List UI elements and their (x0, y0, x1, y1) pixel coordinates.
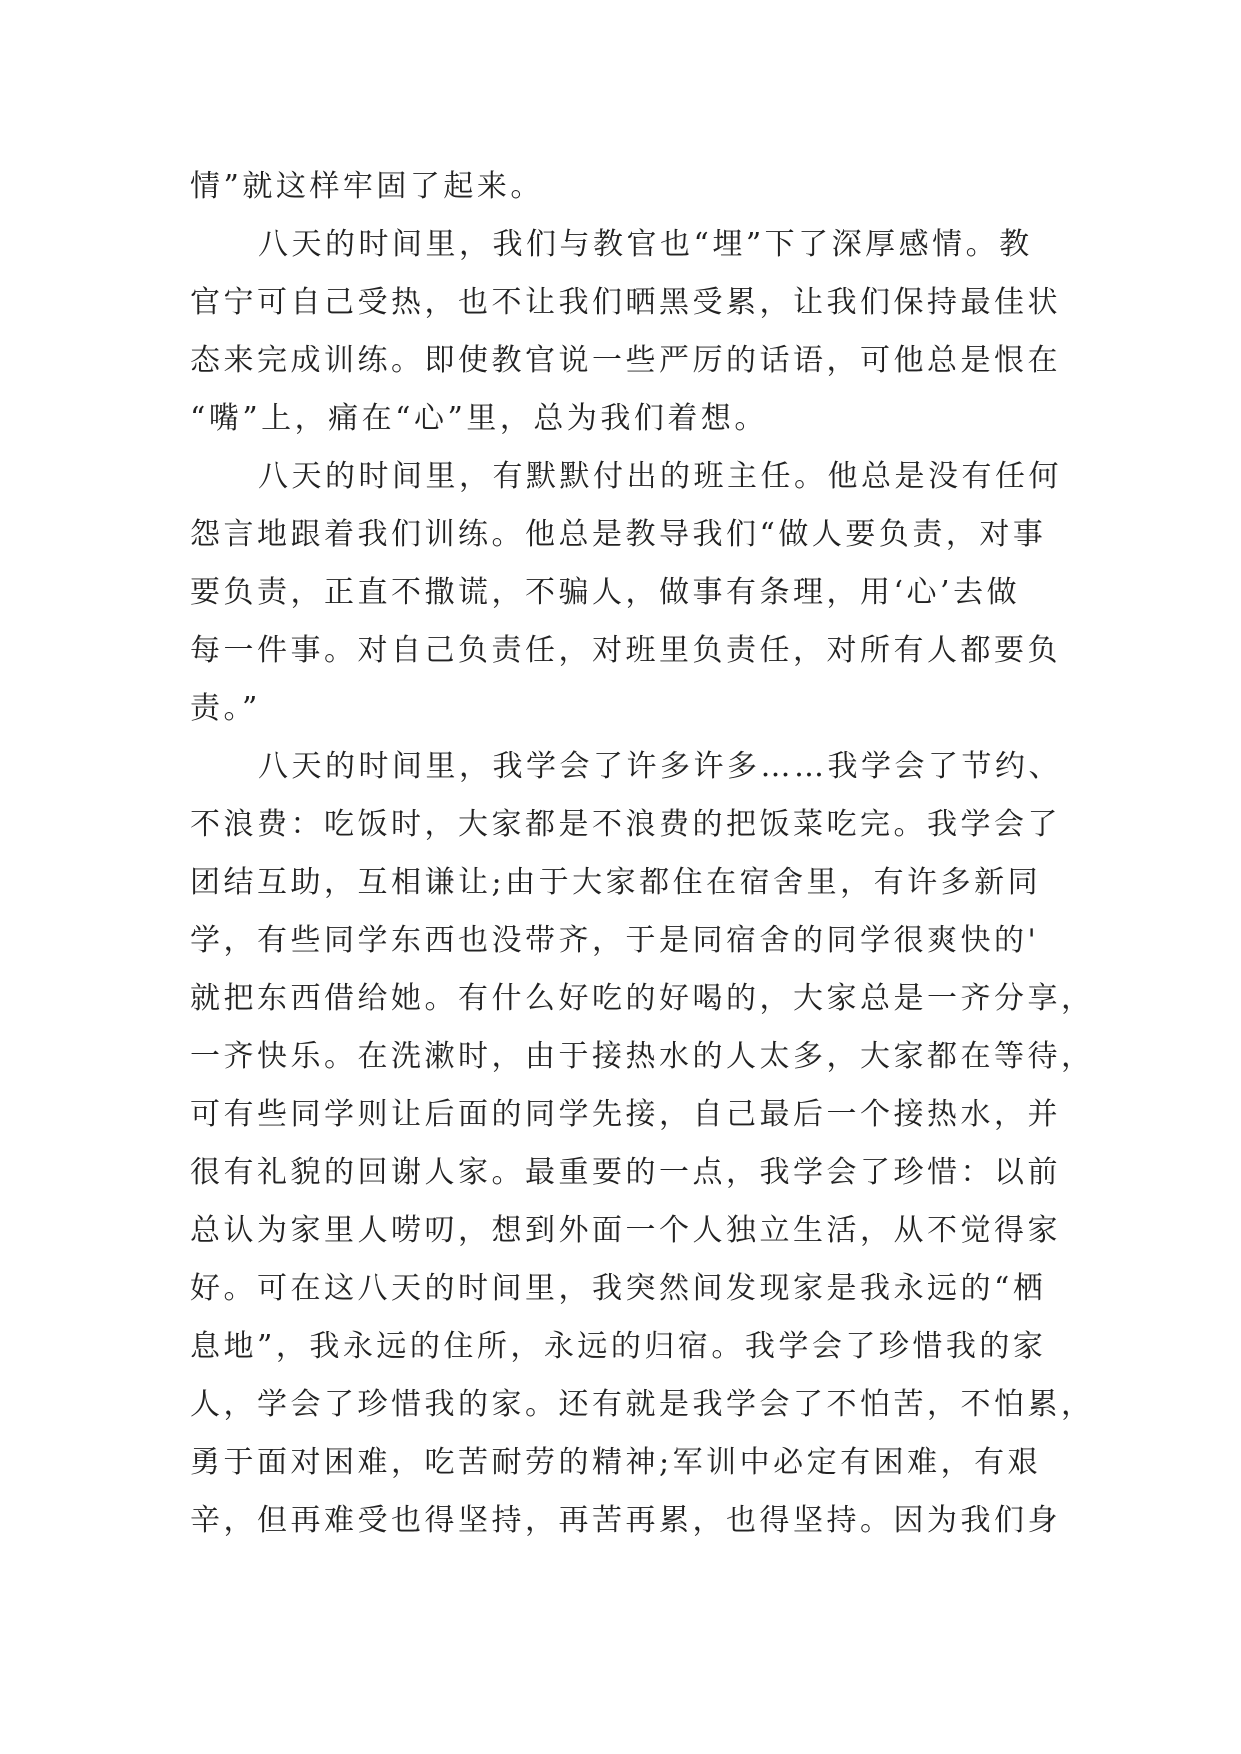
text-line: 情”就这样牢固了起来。 (190, 169, 544, 204)
text-line: 总认为家里人唠叨，想到外面一个人独立生活，从不觉得家 (190, 1213, 1061, 1248)
text-line: 不浪费：吃饭时，大家都是不浪费的把饭菜吃完。我学会了 (190, 807, 1061, 842)
text-line: 团结互助，互相谦让;由于大家都住在宿舍里，有许多新同 (190, 865, 1042, 900)
text-line: 息地”，我永远的住所，永远的归宿。我学会了珍惜我的家 (190, 1329, 1047, 1364)
text-line: 人，学会了珍惜我的家。还有就是我学会了不怕苦，不怕累， (190, 1387, 1095, 1422)
text-line: 态来完成训练。即使教官说一些严厉的话语，可他总是恨在 (190, 343, 1061, 378)
text-line: 可有些同学则让后面的同学先接，自己最后一个接热水，并 (190, 1097, 1061, 1132)
text-line: 好。可在这八天的时间里，我突然间发现家是我永远的“栖 (190, 1271, 1047, 1306)
text-line: 官宁可自己受热，也不让我们晒黑受累，让我们保持最佳状 (190, 285, 1061, 320)
text-line: “嘴”上，痛在“心”里，总为我们着想。 (190, 401, 768, 436)
text-line: 就把东西借给她。有什么好吃的好喝的，大家总是一齐分享， (190, 981, 1095, 1016)
text-line: 责。” (190, 691, 261, 726)
body-text (190, 158, 1095, 1550)
text-line: 要负责，正直不撒谎，不骗人，做事有条理，用‘心’去做 (190, 575, 1021, 610)
text-line: 学，有些同学东西也没带齐，于是同宿舍的同学很爽快的' (190, 923, 1040, 958)
text-line: 辛，但再难受也得坚持，再苦再累，也得坚持。因为我们身 (190, 1503, 1061, 1538)
text-line: 很有礼貌的回谢人家。最重要的一点，我学会了珍惜：以前 (190, 1155, 1061, 1190)
text-line: 八天的时间里，有默默付出的班主任。他总是没有任何 (258, 459, 1062, 494)
text-line: 一齐快乐。在洗漱时，由于接热水的人太多，大家都在等待， (190, 1039, 1095, 1074)
text-line: 怨言地跟着我们训练。他总是教导我们“做人要负责，对事 (190, 517, 1047, 552)
text-line: 勇于面对困难，吃苦耐劳的精神;军训中必定有困难，有艰 (190, 1445, 1042, 1480)
text-line: 每一件事。对自己负责任，对班里负责任，对所有人都要负 (190, 633, 1061, 668)
text-line: 八天的时间里，我学会了许多许多……我学会了节约、 (258, 749, 1062, 784)
text-line: 八天的时间里，我们与教官也“埋”下了深厚感情。教 (258, 227, 1033, 262)
